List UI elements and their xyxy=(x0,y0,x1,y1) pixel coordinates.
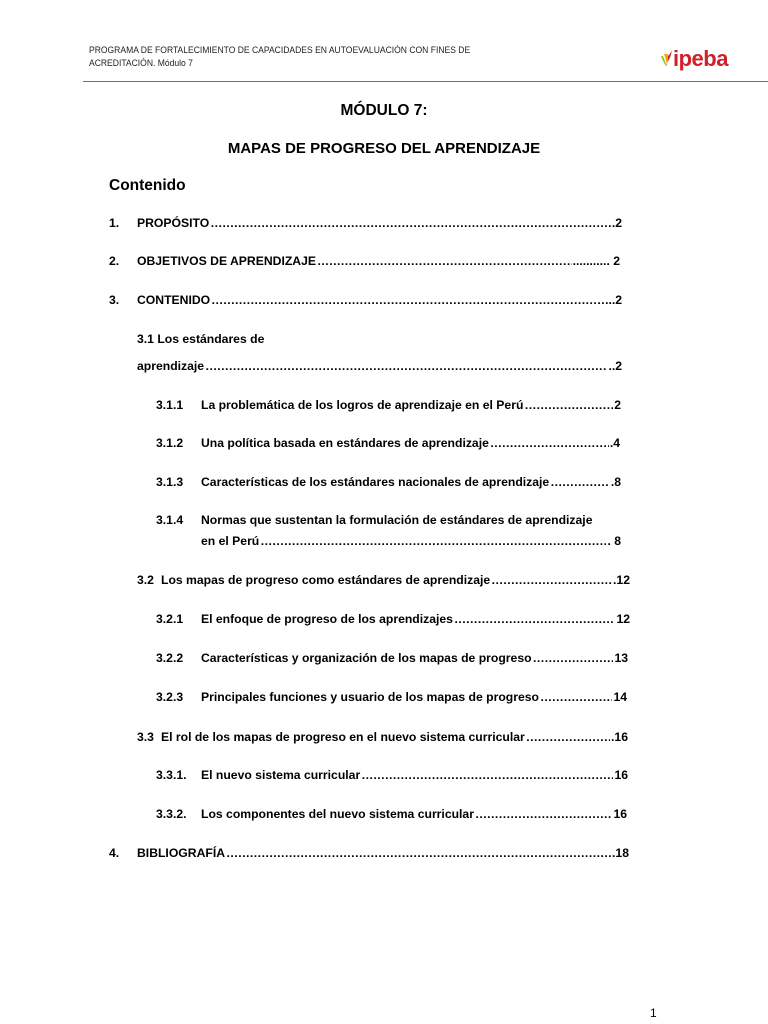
toc-label: El nuevo sistema curricular xyxy=(201,768,361,782)
toc-number: 3. xyxy=(109,293,120,307)
toc-entry[interactable] xyxy=(156,436,620,450)
toc-number: 3.2.3 xyxy=(156,690,184,704)
toc-leader xyxy=(211,293,604,307)
toc-leader xyxy=(490,436,609,450)
toc-page: 2 xyxy=(614,398,621,412)
toc-entry[interactable] xyxy=(156,690,627,704)
toc-number: 3.1.4 xyxy=(156,513,184,527)
toc-number: 3.1.1 xyxy=(156,398,184,412)
toc-page: . 8 xyxy=(607,534,621,548)
toc-label: Los componentes del nuevo sistema curricular xyxy=(201,807,474,821)
toc-label: El rol de los mapas de progreso en el nuevo sistema curricular xyxy=(161,730,525,744)
toc-leader xyxy=(524,398,613,412)
toc-page: ........... 2 xyxy=(572,254,620,268)
toc-number: 3.3.1. xyxy=(156,768,187,782)
toc-entry[interactable] xyxy=(109,216,622,230)
toc-number: 3.2.1 xyxy=(156,612,184,626)
toc-page: .18 xyxy=(612,846,629,860)
toc-label: PROPÓSITO xyxy=(137,216,210,230)
toc-page: .12 xyxy=(613,573,630,587)
toc-label: aprendizaje xyxy=(137,359,205,373)
toc-label: Los mapas de progreso como estándares de aprendizaje xyxy=(161,573,491,587)
toc-number: 2. xyxy=(109,254,120,268)
toc-page: .8 xyxy=(610,475,621,489)
toc-entry[interactable] xyxy=(201,534,621,548)
toc-page: 14 xyxy=(613,690,627,704)
toc-entry[interactable] xyxy=(109,254,620,268)
toc-label: Características de los estándares nacionales de aprendizaje xyxy=(201,475,550,489)
toc-page: 12 xyxy=(616,612,630,626)
toc-label: CONTENIDO xyxy=(137,293,211,307)
program-title-line-1: PROGRAMA DE FORTALECIMIENTO DE CAPACIDADES EN AUTOEVALUACIÓN CON FINES DE xyxy=(89,45,471,55)
toc-leader xyxy=(475,807,612,821)
toc-number: 3.1.3 xyxy=(156,475,184,489)
toc-leader xyxy=(226,846,611,860)
toc-entry[interactable] xyxy=(156,807,627,821)
toc-leader xyxy=(260,534,606,548)
toc-leader xyxy=(210,216,611,230)
logo-text: ipeba xyxy=(673,46,728,71)
toc-entry[interactable] xyxy=(137,730,628,744)
toc-label: OBJETIVOS DE APRENDIZAJE xyxy=(137,254,317,268)
toc-entry[interactable] xyxy=(109,293,622,307)
toc-label: en el Perú xyxy=(201,534,260,548)
toc-number: 3.2.2 xyxy=(156,651,184,665)
toc-leader xyxy=(205,359,607,373)
toc-number: 3.2 xyxy=(137,573,154,587)
toc-leader xyxy=(540,690,612,704)
program-title-line-2: ACREDITACIÓN. Módulo 7 xyxy=(89,58,193,68)
toc-leader xyxy=(491,573,612,587)
toc-label: Características y organización de los mapas de progreso xyxy=(201,651,532,665)
page-number: 1 xyxy=(650,1006,657,1020)
toc-leader xyxy=(317,254,572,268)
toc-entry[interactable] xyxy=(156,768,628,782)
toc-entry[interactable] xyxy=(109,846,629,860)
toc-entry[interactable] xyxy=(156,475,621,489)
toc-label: BIBLIOGRAFÍA xyxy=(137,846,226,860)
toc-entry[interactable] xyxy=(137,573,630,587)
toc-page: 16 xyxy=(613,807,627,821)
toc-page: 13 xyxy=(614,651,628,665)
toc-number: 4. xyxy=(109,846,120,860)
toc-leader xyxy=(550,475,610,489)
toc-number: 3.3.2. xyxy=(156,807,187,821)
toc-label-line-1: Normas que sustentan la formulación de estándares de aprendizaje xyxy=(201,513,593,527)
document-subtitle: MAPAS DE PROGRESO DEL APRENDIZAJE xyxy=(227,140,541,157)
toc-label: El enfoque de progreso de los aprendizajes xyxy=(201,612,453,626)
toc-entry[interactable] xyxy=(137,359,622,373)
toc-label-line-1: 3.1 Los estándares de xyxy=(137,332,265,346)
toc-leader xyxy=(533,651,614,665)
toc-leader xyxy=(454,612,616,626)
contents-heading: Contenido xyxy=(109,177,186,194)
toc-page: 16 xyxy=(614,768,628,782)
toc-entry[interactable] xyxy=(156,612,630,626)
toc-page: ..2 xyxy=(608,359,622,373)
toc-entry[interactable] xyxy=(156,651,628,665)
toc-page: .16 xyxy=(611,730,628,744)
toc-page: .2 xyxy=(611,216,622,230)
toc-page: .4 xyxy=(609,436,620,450)
toc-page: ...2 xyxy=(605,293,622,307)
toc-leader xyxy=(361,768,613,782)
toc-label: Una política basada en estándares de aprendizaje xyxy=(201,436,489,450)
toc-number: 3.3 xyxy=(137,730,154,744)
toc-number: 1. xyxy=(109,216,120,230)
toc-leader xyxy=(526,730,610,744)
toc-number: 3.1.2 xyxy=(156,436,184,450)
toc-label: La problemática de los logros de aprendizaje en el Perú xyxy=(201,398,524,412)
toc-label: Principales funciones y usuario de los mapas de progreso xyxy=(201,690,539,704)
toc-entry[interactable] xyxy=(156,398,621,412)
module-title: MÓDULO 7: xyxy=(340,102,428,119)
